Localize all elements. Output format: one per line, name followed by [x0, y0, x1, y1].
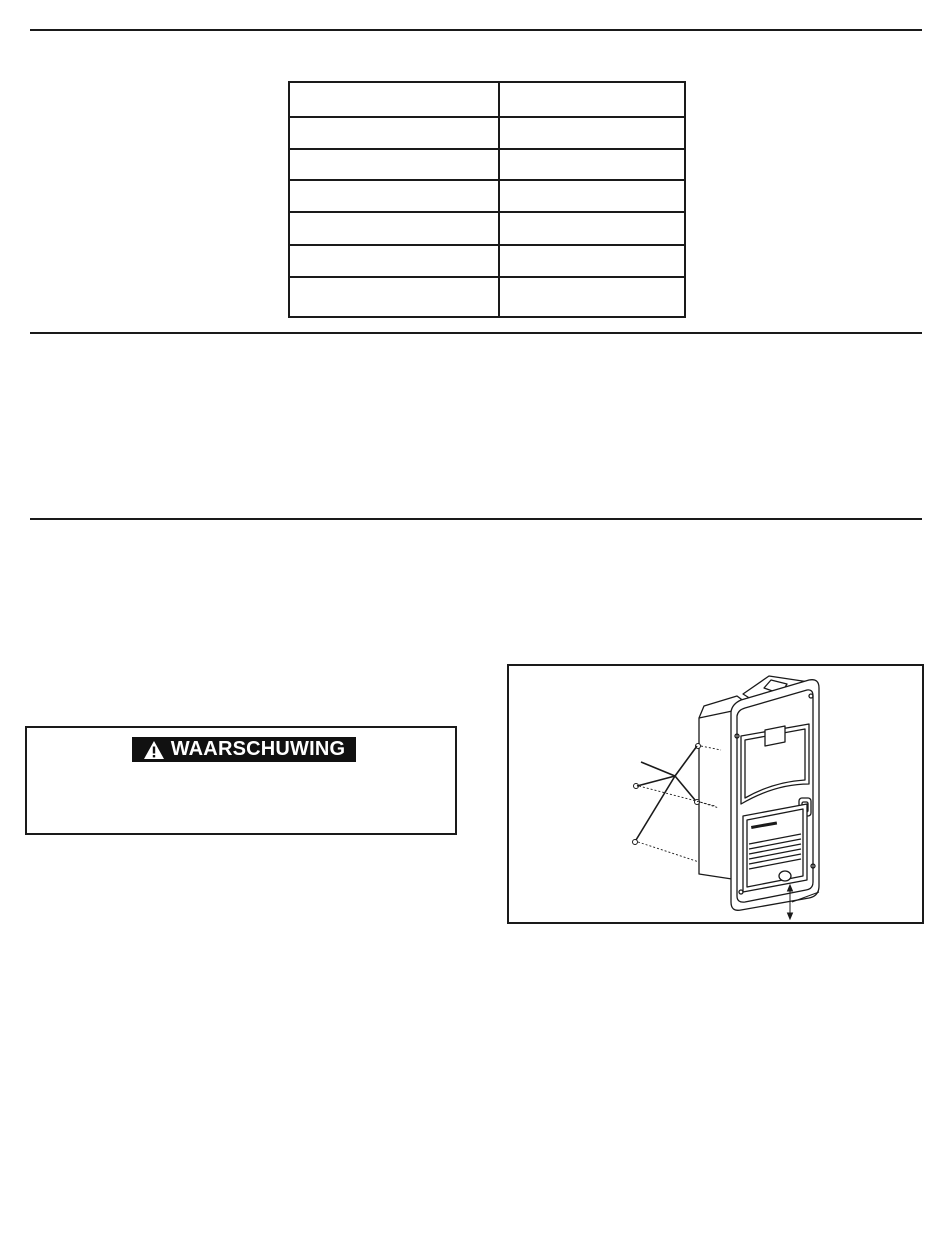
table-cell [499, 212, 685, 245]
table-cell [499, 82, 685, 117]
table-cell [289, 117, 499, 149]
table-cell [499, 245, 685, 277]
table-cell [289, 212, 499, 245]
table-cell [289, 245, 499, 277]
table-cell [289, 82, 499, 117]
section-divider-top [30, 29, 922, 31]
table-cell [499, 277, 685, 317]
table-row [289, 245, 685, 277]
table-cell [289, 277, 499, 317]
table-cell [289, 149, 499, 180]
table-row [289, 212, 685, 245]
table-row [289, 180, 685, 212]
table-cell [499, 180, 685, 212]
figure-frame [507, 664, 924, 924]
warning-box [25, 726, 457, 835]
table-row [289, 277, 685, 317]
table-row [289, 117, 685, 149]
heater-mounting-illustration [509, 666, 922, 922]
section-divider-middle [30, 332, 922, 334]
section-divider-lower [30, 518, 922, 520]
table-cell [499, 149, 685, 180]
table-cell [499, 117, 685, 149]
table-cell [289, 180, 499, 212]
table-row [289, 149, 685, 180]
warning-badge [132, 737, 356, 762]
specifications-table [288, 81, 686, 318]
warning-label: WAARSCHUWING [170, 738, 346, 760]
table-row [289, 82, 685, 117]
warning-triangle-icon [143, 740, 165, 760]
